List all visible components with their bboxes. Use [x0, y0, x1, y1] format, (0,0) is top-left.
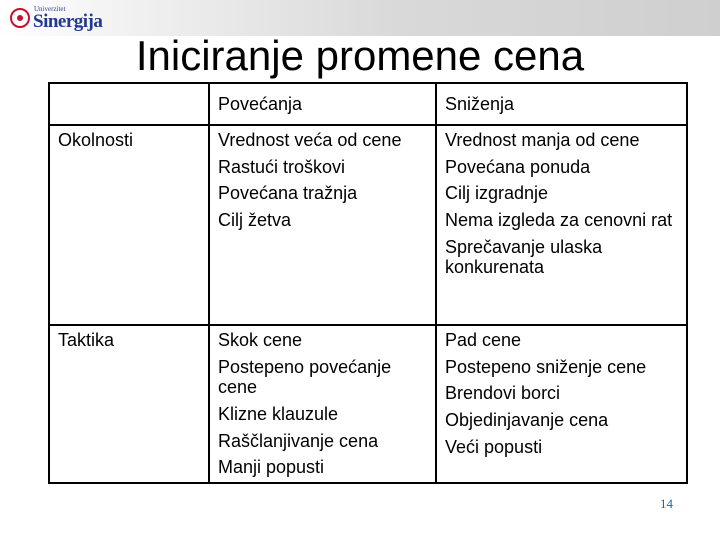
list-item: Sprečavanje ulaska konkurenata — [445, 236, 603, 278]
list-item: Veći popusti — [445, 436, 543, 457]
table-header-row — [49, 83, 687, 125]
logo-name: Sinergija — [33, 11, 103, 32]
list-item: Postepeno sniženje cene — [445, 356, 647, 377]
list-item: Postepeno povećanje cene — [218, 356, 392, 398]
tactics-increases-cell — [209, 325, 436, 483]
list-item: Brendovi borci — [445, 383, 561, 404]
list-item: Objedinjavanje cena — [445, 410, 609, 431]
list-item: Skok cene — [218, 330, 303, 350]
row-label-tactics — [49, 325, 209, 483]
university-logo — [10, 4, 103, 32]
header-cell-decreases: Sniženja — [436, 83, 687, 125]
list-item: Klizne klauzule — [218, 404, 339, 425]
row-label: Okolnosti — [58, 130, 134, 150]
list-item: Vrednost manja od cene — [445, 130, 640, 150]
list-item: Vrednost veća od cene — [218, 130, 402, 150]
table-row — [49, 325, 687, 483]
circumstances-increases-cell — [209, 125, 436, 325]
list-item: Rastući troškovi — [218, 156, 346, 177]
price-change-table — [48, 82, 688, 484]
list-item: Pad cene — [445, 330, 522, 350]
page-number: 14 — [660, 496, 673, 511]
circumstances-decreases-cell — [436, 125, 687, 325]
table-row — [49, 125, 687, 325]
header-band — [0, 0, 720, 36]
list-item: Povećana tražnja — [218, 183, 358, 204]
list-item: Cilj žetva — [218, 210, 292, 231]
row-label: Taktika — [58, 330, 115, 350]
list-item: Manji popusti — [218, 457, 325, 478]
header-cell-empty — [49, 83, 209, 125]
header-cell-increases: Povećanja — [209, 83, 436, 125]
list-item: Povećana ponuda — [445, 156, 591, 177]
logo-university-text: Univerzitet — [34, 5, 66, 13]
slide-title: Iniciranje promene cena — [135, 32, 585, 79]
list-item: Cilj izgradnje — [445, 183, 549, 204]
list-item: Nema izgleda za cenovni rat — [445, 210, 673, 231]
logo-emblem-icon — [10, 8, 30, 28]
tactics-decreases-cell — [436, 325, 687, 483]
row-label-circumstances — [49, 125, 209, 325]
list-item: Raščlanjivanje cena — [218, 430, 379, 451]
